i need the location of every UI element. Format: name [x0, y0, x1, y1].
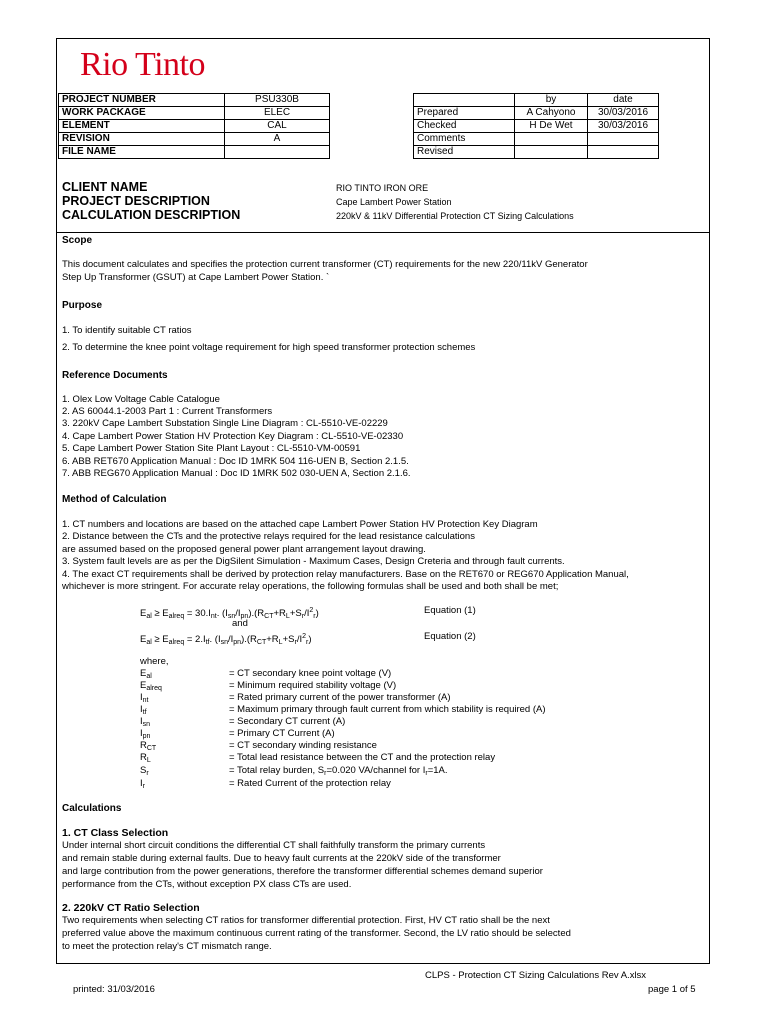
purpose-heading: Purpose [62, 300, 103, 311]
reference-item: 4. Cape Lambert Power Station HV Protection Key Diagram : CL-5510-VE-02330 [62, 431, 404, 442]
approval-date [588, 146, 659, 159]
approval-label: Comments [414, 133, 515, 146]
equation-1: $E_{al} \ge E_{alreq} = 30.I_{nt}$. $(I_{sn}/I_{pn}).(R_{CT}+R_L+S_r/I^2_r)$ [140, 607, 319, 621]
approval-by [515, 133, 588, 146]
ct-ratio-line: Two requirements when selecting CT ratios for transformer differential protection. First, HV CT ratio shall be the next [62, 915, 550, 926]
calculation-description-value: 220kV & 11kV Differential Protection CT Sizing Calculations [336, 211, 574, 221]
definition: = Rated Current of the protection relay [229, 778, 391, 789]
definition: = Primary CT Current (A) [229, 728, 335, 739]
approval-label: Revised [414, 146, 515, 159]
scope-line: This document calculates and specifies the protection current transformer (CT) requirements for the new 220/11kV Generator [62, 259, 588, 270]
project-value: PSU330B [225, 94, 330, 107]
footer-printed: printed: 31/03/2016 [73, 984, 155, 995]
scope-line: Step Up Transformer (GSUT) at Cape Lambert Power Station. ` [62, 272, 330, 283]
ct-ratio-line: to meet the protection relay's CT mismatch range. [62, 941, 272, 952]
project-key: ELEMENT [59, 120, 225, 133]
equation-2: $E_{al} \ge E_{alreq} = 2.I_{tf}$. $(I_{sn}/I_{pn}).(R_{CT}+R_L+S_r/I^2_r)$ [140, 633, 312, 647]
symbol: $I_r$ [140, 778, 145, 790]
ct-class-heading: 1. CT Class Selection [62, 827, 169, 839]
ct-class-line: and remain stable during external faults. Due to heavy fault currents at the 220kV side of the transformer [62, 853, 501, 864]
table-row [59, 146, 330, 159]
table-row [59, 133, 330, 146]
approval-by: H De Wet [515, 120, 588, 133]
symbol: $I_{tf}$ [140, 704, 147, 716]
ct-class-line: Under internal short circuit conditions the differential CT shall faithfully transform the primary currents [62, 840, 486, 851]
symbol: $I_{sn}$ [140, 716, 151, 728]
reference-item: 6. ABB RET670 Application Manual : Doc ID 1MRK 504 116-UEN B, Section 2.1.5. [62, 456, 409, 467]
definition: = Secondary CT current (A) [229, 716, 346, 727]
table-row [414, 146, 659, 159]
purpose-line: 1. To identify suitable CT ratios [62, 325, 192, 336]
project-value: A [225, 133, 330, 146]
where-label: where, [140, 656, 169, 667]
table-row [59, 94, 330, 107]
definition: = Rated primary current of the power transformer (A) [229, 692, 451, 703]
project-info-table [58, 93, 330, 159]
approval-by: A Cahyono [515, 107, 588, 120]
table-row [59, 120, 330, 133]
footer-filename: CLPS - Protection CT Sizing Calculations Rev A.xlsx [425, 970, 647, 981]
symbol: $I_{pn}$ [140, 728, 151, 740]
table-row [414, 94, 659, 107]
equation-and: and [232, 618, 248, 629]
ct-ratio-heading: 2. 220kV CT Ratio Selection [62, 902, 200, 914]
table-row [414, 120, 659, 133]
symbol: $E_{al}$ [140, 668, 152, 680]
calculation-description-label: CALCULATION DESCRIPTION [62, 208, 241, 222]
reference-item: 3. 220kV Cape Lambert Substation Single Line Diagram : CL-5510-VE-02229 [62, 418, 388, 429]
method-line: 2. Distance between the CTs and the protective relays required for the lead resistance calculations [62, 531, 475, 542]
table-row [414, 133, 659, 146]
table-row [414, 107, 659, 120]
definition: = Total lead resistance between the CT and the protection relay [229, 752, 496, 763]
reference-item: 7. ABB REG670 Application Manual : Doc ID 1MRK 502 030-UEN A, Section 2.1.6. [62, 468, 411, 479]
symbol: $R_L$ [140, 752, 151, 764]
footer-page: page 1 of 5 [648, 984, 696, 995]
date-header: date [588, 94, 659, 107]
approval-label: Prepared [414, 107, 515, 120]
rio-tinto-logo: Rio Tinto [80, 46, 205, 83]
method-line: 3. System fault levels are as per the DigSilent Simulation - Maximum Cases, Design Creteria and through fault currents. [62, 556, 565, 567]
reference-item: 1. Olex Low Voltage Cable Catalogue [62, 394, 220, 405]
method-line: 1. CT numbers and locations are based on the attached cape Lambert Power Station HV Protection Key Diagram [62, 519, 538, 530]
project-key: FILE NAME [59, 146, 225, 159]
method-heading: Method of Calculation [62, 494, 167, 505]
symbol: $I_{nt}$ [140, 692, 149, 704]
section-divider [56, 232, 710, 233]
approval-by [515, 146, 588, 159]
reference-item: 5. Cape Lambert Power Station Site Plant Layout : CL-5510-VM-00591 [62, 443, 361, 454]
client-name-label: CLIENT NAME [62, 180, 148, 194]
equation-1-label: Equation (1) [424, 605, 476, 616]
project-value: CAL [225, 120, 330, 133]
reference-item: 2. AS 60044.1-2003 Part 1 : Current Transformers [62, 406, 273, 417]
approval-date: 30/03/2016 [588, 120, 659, 133]
calculations-heading: Calculations [62, 803, 122, 814]
approval-label: Checked [414, 120, 515, 133]
definition: = Total relay burden, $S_r=0.020$ VA/channel for $I_r=1A$. [229, 765, 448, 777]
ct-class-line: and large contribution from the power generations, therefore the transformer differential schemes demand superior [62, 866, 543, 877]
approval-table [413, 93, 659, 159]
project-description-label: PROJECT DESCRIPTION [62, 194, 210, 208]
project-value [225, 146, 330, 159]
project-key: WORK PACKAGE [59, 107, 225, 120]
symbol: $E_{alreq}$ [140, 680, 162, 692]
references-heading: Reference Documents [62, 370, 168, 381]
definition: = Minimum required stability voltage (V) [229, 680, 397, 691]
definition: = CT secondary knee point voltage (V) [229, 668, 392, 679]
project-description-value: Cape Lambert Power Station [336, 197, 452, 207]
client-name-value: RIO TINTO IRON ORE [336, 183, 429, 193]
by-header: by [515, 94, 588, 107]
definition: = Maximum primary through fault current from which stability is required (A) [229, 704, 546, 715]
definition: = CT secondary winding resistance [229, 740, 377, 751]
scope-heading: Scope [62, 235, 93, 246]
purpose-line: 2. To determine the knee point voltage requirement for high speed transformer protection schemes [62, 342, 476, 353]
project-value: ELEC [225, 107, 330, 120]
method-line: 4. The exact CT requirements shall be derived by protection relay manufacturers. Base on the RET670 or REG670 Application Manual, [62, 569, 629, 580]
approval-date: 30/03/2016 [588, 107, 659, 120]
ct-class-line: performance from the CTs, without exception PX class CTs are used. [62, 879, 352, 890]
symbol: $R_{CT}$ [140, 740, 157, 752]
approval-date [588, 133, 659, 146]
ct-ratio-line: preferred value above the maximum continuous current rating of the transformer. Second, the LV ratio should be selected [62, 928, 571, 939]
table-row [59, 107, 330, 120]
symbol: $S_r$ [140, 765, 149, 777]
equation-2-label: Equation (2) [424, 631, 476, 642]
project-key: PROJECT NUMBER [59, 94, 225, 107]
project-key: REVISION [59, 133, 225, 146]
method-line: whichever is more stringent. For accurate relay operations, the following formulas shall be used and both shall be met; [62, 581, 559, 592]
approval-corner [414, 94, 515, 107]
method-line: are assumed based on the proposed general power plant arrangement layout drawing. [62, 544, 426, 555]
